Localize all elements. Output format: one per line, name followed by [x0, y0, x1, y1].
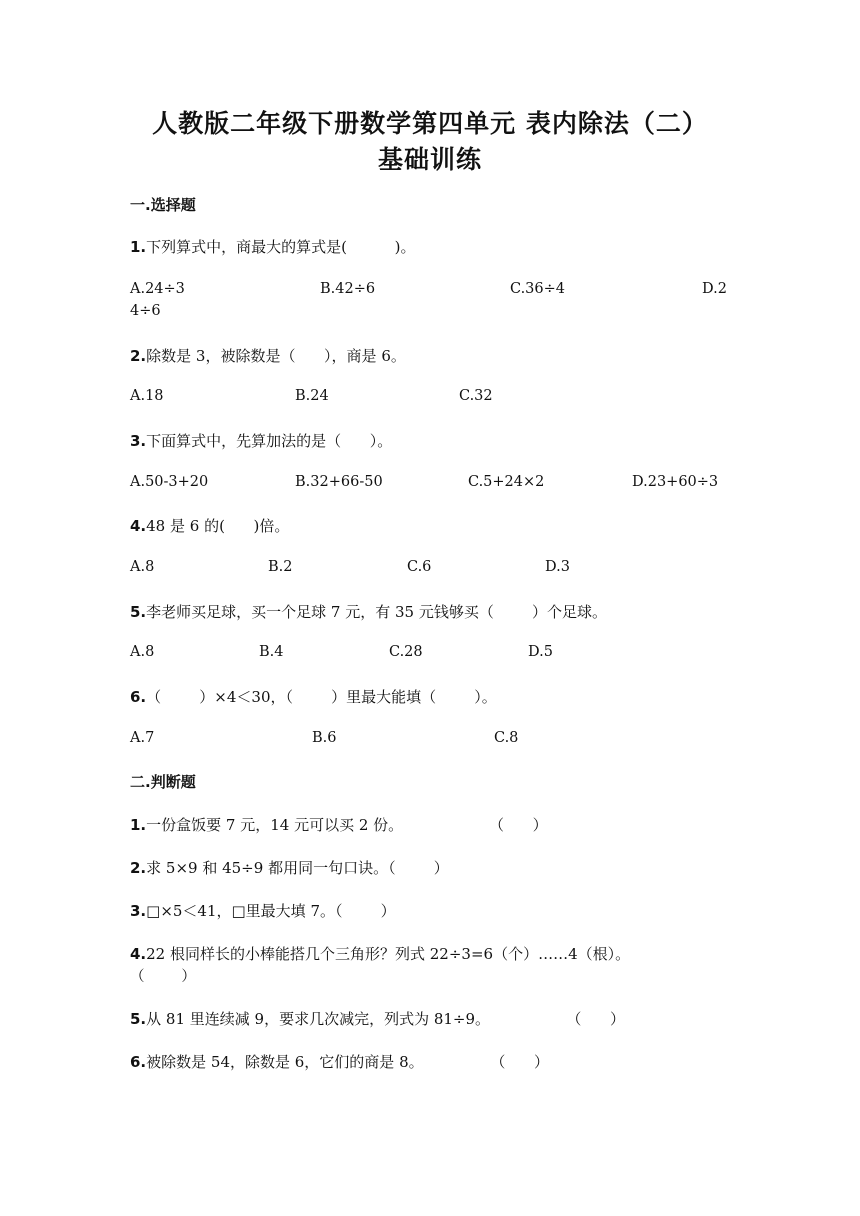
judge-question-6: [130, 1051, 549, 1072]
judge-question-4: [130, 943, 630, 964]
option-a: A.24÷3: [130, 281, 185, 297]
choice-question-4: [130, 515, 289, 536]
choice-question-6: [130, 686, 497, 707]
choice-question-3: [130, 430, 392, 451]
option-a: A.18: [130, 388, 164, 404]
question-number: 3.: [130, 902, 147, 920]
option-d: D.3: [545, 559, 570, 575]
section-heading-choice: 一.选择题: [130, 196, 196, 214]
option-a: A.7: [130, 730, 155, 746]
option-b: B.24: [295, 388, 329, 404]
question-text: （ ）×4＜30，（ ）里最大能填（ ）。: [146, 688, 497, 706]
question-number: 4.: [130, 517, 147, 535]
question-text: 除数是 3，被除数是（ ），商是 6。: [146, 347, 406, 365]
page-title: 人教版二年级下册数学第四单元 表内除法（二）: [152, 109, 708, 138]
option-c: C.6: [407, 559, 432, 575]
judge-question-5: [130, 1008, 625, 1029]
question-number: 4.: [130, 945, 147, 963]
question-text: 48 是 6 的( )倍。: [146, 517, 290, 535]
choice-question-1: [130, 236, 416, 257]
option-c: C.8: [494, 730, 519, 746]
question-text: 22 根同样长的小棒能搭几个三角形？列式 22÷3=6（个）……4（根）。: [146, 945, 631, 963]
judge-question-1: [130, 814, 548, 835]
question-text: 被除数是 54，除数是 6，它们的商是 8。 （ ）: [146, 1053, 549, 1071]
option-b: B.32+66-50: [295, 474, 383, 490]
choice-question-2: [130, 345, 406, 366]
question-number: 6.: [130, 688, 147, 706]
option-a: A.50-3+20: [130, 474, 209, 490]
question-number: 6.: [130, 1053, 147, 1071]
option-c: C.32: [459, 388, 493, 404]
question-text: 一份盒饭要 7 元，14 元可以买 2 份。 （ ）: [146, 816, 548, 834]
option-c: C.36÷4: [510, 281, 566, 297]
option-d: D.5: [528, 644, 553, 660]
page-subtitle: 基础训练: [377, 145, 482, 174]
question-number: 2.: [130, 347, 147, 365]
option-a: A.8: [130, 644, 155, 660]
option-b: B.4: [259, 644, 284, 660]
question-text: 下列算式中，商最大的算式是( )。: [146, 238, 416, 256]
section-heading-judge: 二.判断题: [130, 773, 196, 791]
option-d-wrap: 4÷6: [130, 303, 161, 319]
question-text: 从 81 里连续减 9，要求几次减完，列式为 81÷9。 （ ）: [146, 1010, 625, 1028]
question-number: 1.: [130, 816, 147, 834]
option-d: D.23+60÷3: [632, 474, 719, 490]
option-b: B.42÷6: [320, 281, 376, 297]
option-c: C.28: [389, 644, 423, 660]
question-number: 1.: [130, 238, 147, 256]
judge-question-4-wrap: （ ）: [130, 969, 196, 985]
option-a: A.8: [130, 559, 155, 575]
judge-question-2: [130, 857, 449, 878]
judge-question-3: [130, 900, 396, 921]
choice-question-5: [130, 601, 607, 622]
question-number: 2.: [130, 859, 147, 877]
question-number: 5.: [130, 603, 147, 621]
question-text: 李老师买足球，买一个足球 7 元，有 35 元钱够买（ ）个足球。: [146, 603, 607, 621]
option-c: C.5+24×2: [468, 474, 545, 490]
question-number: 5.: [130, 1010, 147, 1028]
question-text: □×5＜41，□里最大填 7。（ ）: [146, 902, 396, 920]
question-text: 求 5×9 和 45÷9 都用同一句口诀。（ ）: [146, 859, 449, 877]
option-d: D.2: [702, 281, 727, 297]
question-text: 下面算式中，先算加法的是（ ）。: [146, 432, 393, 450]
option-b: B.6: [312, 730, 337, 746]
option-b: B.2: [268, 559, 293, 575]
question-number: 3.: [130, 432, 147, 450]
